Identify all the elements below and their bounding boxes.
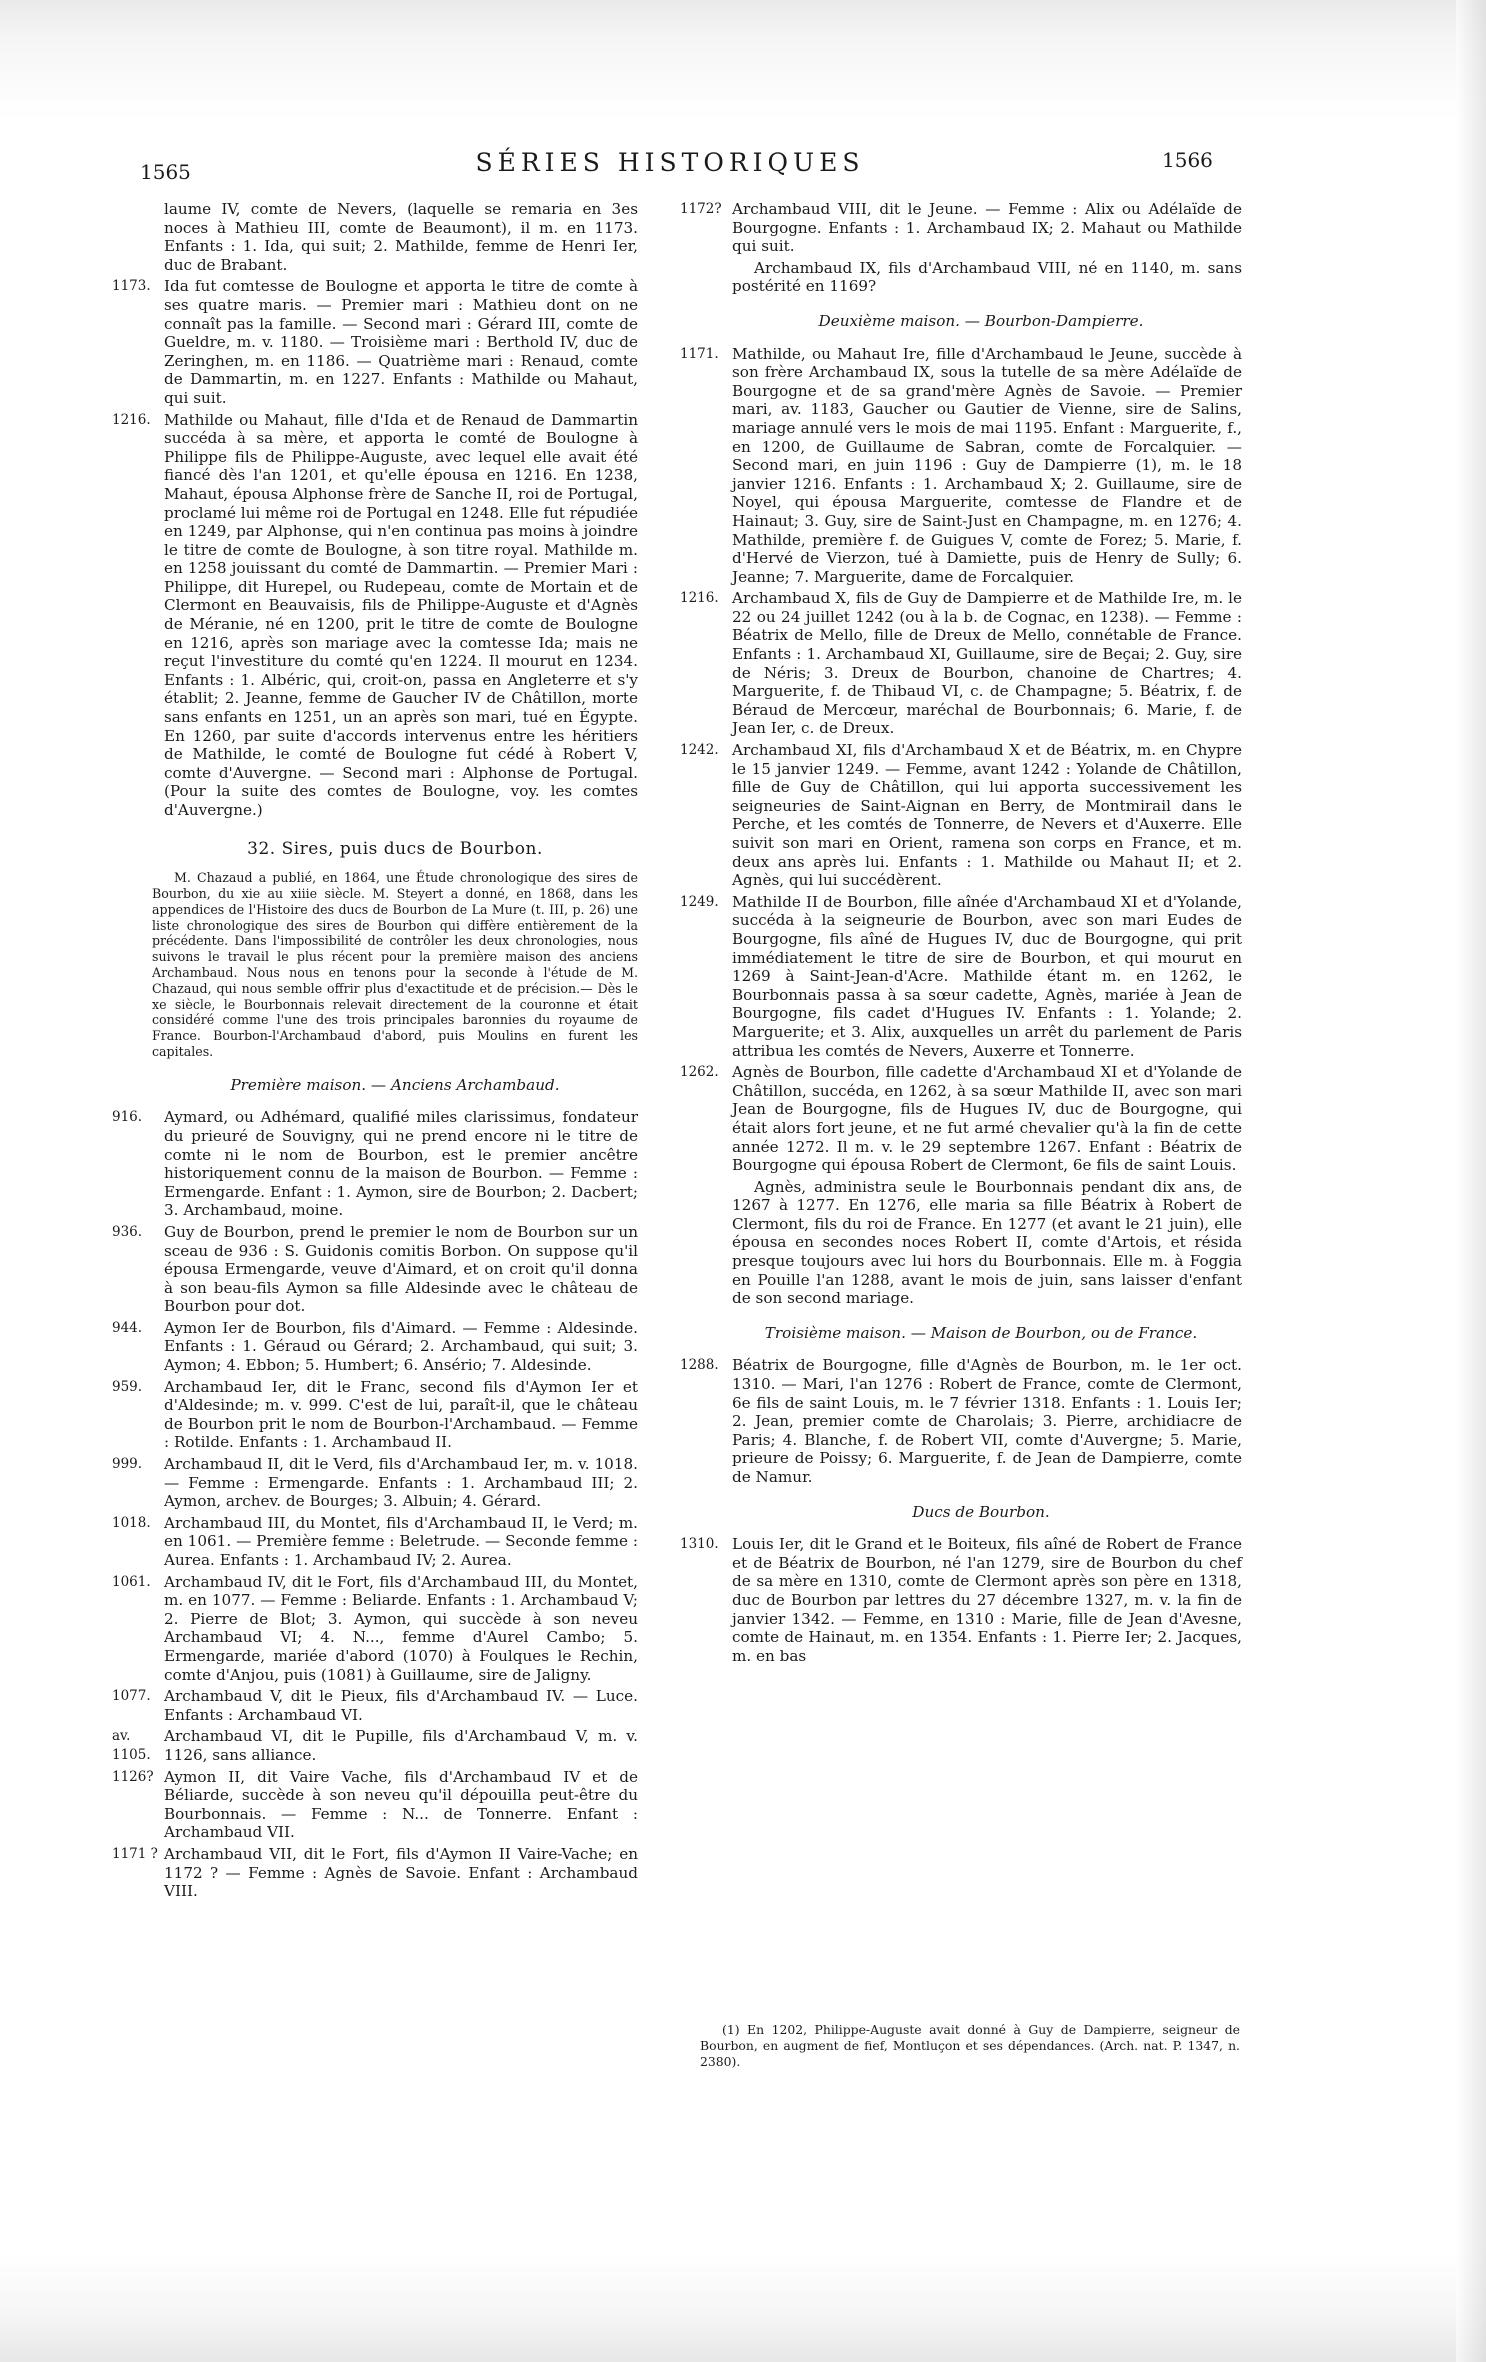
entry — [112, 1514, 638, 1570]
entry — [112, 1455, 638, 1511]
entry-year: 1310. — [680, 1536, 719, 1553]
entry — [680, 589, 1242, 738]
entries-b — [112, 1108, 638, 1900]
chapter-intro: M. Chazaud a publié, en 1864, une Étude chronologique des sires de Bourbon, du xie au xiiie siècle. M. Steyert a donné, en 1868, dans les appendices de l'Histoire des ducs de Bourbon de La Mure (t. III, p. 26) une liste chronologique des sires de Bourbon qui diffère entièrement de la précédente. Dans l'impossibilité de contrôler les deux chronologies, nous suivons le travail le plus récent pour la première maison des anciens Archambaud. Nous nous en tenons pour la seconde à l'étude de M. Chazaud, qui nous semble offrir plus d'exactitude et de précision.— Dès le xe siècle, le Bourbonnais relevait directement de la couronne et était considéré comme l'une des trois principales baronnies du royaume de France. Bourbon-l'Archambaud d'abord, puis Moulins en furent les capitales. — [152, 870, 638, 1059]
entry — [112, 1108, 638, 1220]
right-column — [680, 200, 1242, 1668]
entries-b — [680, 345, 1242, 1175]
page-header — [0, 142, 1486, 188]
entry — [680, 1356, 1242, 1486]
scan-edge-right — [1456, 0, 1486, 2362]
section-heading-3: Troisième maison. — Maison de Bourbon, ou de France. — [764, 1323, 1198, 1342]
scan-noise-bottom — [0, 2252, 1486, 2362]
entry — [112, 1573, 638, 1685]
section-heading-1: Première maison. — Anciens Archambaud. — [230, 1075, 560, 1094]
entry-year: 1262. — [680, 1064, 719, 1081]
entry-year: 1216. — [112, 411, 151, 428]
entry — [680, 741, 1242, 890]
entry-text: Archambaud VIII, dit le Jeune. — Femme : Alix ou Adélaïde de Bourgogne. Enfants : 1. Archambaud IX; 2. Mahaut ou Mathilde qui suit. — [732, 200, 1242, 256]
entries-a — [112, 277, 638, 819]
entry-text: Mathilde, ou Mahaut Ire, fille d'Archambaud le Jeune, succède à son frère Archambaud IX, sous la tutelle de sa mère Adélaïde de Bourgogne et de sa grand'mère Agnès de Savoie. — Premier mari, av. 1183, Gaucher ou Gautier de Vienne, sire de Salins, mariage annulé vers le mois de mai 1195. Enfant : Marguerite, f., en 1200, de Guillaume de Sabran, comte de Forcalquier. — Second mari, en juin 1196 : Guy de Dampierre (1), m. le 18 janvier 1216. Enfants : 1. Archambaud X; 2. Guillaume, sire de Noyel, qui épousa Marguerite, comtesse de Flandre et de Hainaut; 3. Guy, sire de Saint-Just en Champagne, m. en 1276; 4. Mathilde, première f. de Guigues V, comte de Forez; 5. Marie, f. d'Hervé de Vierzon, tué à Damiette, puis de Henry de Sully; 6. Jeanne; 7. Marguerite, dame de Forcalquier. — [732, 344, 1242, 586]
entry-text: Béatrix de Bourgogne, fille d'Agnès de Bourbon, m. le 1er oct. 1310. — Mari, l'an 1276 : Robert de France, comte de Clermont, 6e fils de saint Louis, m. le 7 février 1318. Enfants : 1. Louis Ier; 2. Jean, premier comte de Charolais; 3. Pierre, archidiacre de Paris; 4. Blanche, f. de Robert VII, comte d'Auvergne; 5. Marie, prieure de Poissy; 6. Marguerite, f. de Jean de Dampierre, comte de Namur. — [732, 1356, 1242, 1486]
entry-year: 1061. — [112, 1573, 151, 1590]
entry-text: Agnès de Bourbon, fille cadette d'Archambaud XI et d'Yolande de Châtillon, succéda, en 1262, à sa sœur Mathilde II, avec son mari Jean de Bourgogne, fils de Hugues IV, duc de Bourgogne, qui était alors fort jeune, et ne fut armé chevalier qu'à la fin de cette année 1272. Il m. v. le 29 septembre 1267. Enfant : Béatrix de Bourgogne qui épousa Robert de Clermont, 6e fils de saint Louis. — [732, 1063, 1242, 1175]
section-heading-4: Ducs de Bourbon. — [912, 1502, 1050, 1521]
entry-year: 1171. — [680, 345, 719, 362]
entry-year: 1126? — [112, 1768, 154, 1785]
entry — [112, 411, 638, 820]
entries-d — [680, 1535, 1242, 1665]
entry-year: 1216. — [680, 590, 719, 607]
entry-year: 1288. — [680, 1357, 719, 1374]
entry — [112, 1223, 638, 1316]
entry-year: 916. — [112, 1109, 143, 1126]
entry — [680, 1063, 1242, 1175]
entry-text: Aymon Ier de Bourbon, fils d'Aimard. — Femme : Aldesinde. Enfants : 1. Géraud ou Gérard; 2. Archambaud, qui suit; 3. Aymon; 4. Ebbon; 5. Humbert; 6. Ansério; 7. Aldesinde. — [164, 1318, 638, 1375]
entry-text: Mathilde ou Mahaut, fille d'Ida et de Renaud de Dammartin succéda à sa mère, et apporta le comté de Boulogne à Philippe fils de Philippe-Auguste, avec lequel elle avait été fiancé dès l'an 1201, et qu'elle épousa en 1216. En 1238, Mahaut, épousa Alphonse frère de Sanche II, roi de Portugal, proclamé lui même roi de Portugal en 1248. Elle fut répudiée en 1249, par Alphonse, qui n'en continua pas moins à joindre le titre de comte de Boulogne, à son titre royal. Mathilde m. en 1258 jouissant du comté de Dammartin. — Premier Mari : Philippe, dit Hurepel, ou Rudepeau, comte de Mortain et de Clermont en Beauvaisis, fils de Philippe-Auguste et d'Agnès de Méranie, né en 1200, prit le titre de comte de Boulogne en 1216, après son mariage avec la comtesse Ida; mais ne reçut l'investiture du comté qu'en 1224. Il mourut en 1234. Enfants : 1. Albéric, qui, croit-on, passa en Angleterre et s'y établit; 2. Jeanne, femme de Gaucher IV de Châtillon, morte sans enfants en 1251, un an après son mari, tué en Égypte. En 1260, par suite d'accords intervenus entre les héritiers de Mathilde, le comté de Boulogne fut cédé à Robert V, comte d'Auvergne. — Second mari : Alphonse de Portugal. (Pour la suite des comtes de Boulogne, voy. les comtes d'Auvergne.) — [164, 410, 638, 819]
entry — [680, 1535, 1242, 1665]
continued-entry — [112, 200, 638, 274]
entries-c — [680, 1356, 1242, 1486]
entry-text: Aymon II, dit Vaire Vache, fils d'Archambaud IV et de Béliarde, succède à son neveu qu'il dépouilla peut-être du Bourbonnais. — Femme : N... de Tonnerre. Enfant : Archambaud VII. — [164, 1767, 638, 1842]
entry-year: 1173. — [112, 278, 151, 295]
entry-year: 936. — [112, 1223, 143, 1240]
entry — [680, 345, 1242, 587]
entry-text: Mathilde II de Bourbon, fille aînée d'Archambaud XI et d'Yolande, succéda à la seigneurie de Bourbon, avec son mari Eudes de Bourgogne, fils aîné de Hugues IV, duc de Bourgogne, qui prit immédiatement le titre de sire de Bourbon, et qui mourut en 1269 à Saint-Jean-d'Acre. Mathilde étant m. en 1262, le Bourbonnais passa à sa sœur cadette, Agnès, mariée à Jean de Bourgogne, fils cadet d'Hugues IV. Enfants : 1. Yolande; 2. Marguerite; et 3. Alix, auxquelles un arrêt du parlement de Paris attribua les comtés de Nevers, Auxerre et Tonnerre. — [732, 892, 1242, 1060]
entry — [112, 1768, 638, 1842]
entry-year: av. 1105. — [112, 1728, 151, 1763]
entry-text: Archambaud IV, dit le Fort, fils d'Archambaud III, du Montet, m. en 1077. — Femme : Beliarde. Enfants : 1. Archambaud V; 2. Pierre de Blot; 3. Aymon, qui succède à son neveu Archambaud VI; 4. N..., femme d'Aurel Cambo; 5. Ermengarde, mariée d'abord (1070) à Foulques le Rechin, comte d'Anjou, puis (1081) à Guillaume, sire de Jaligny. — [164, 1572, 638, 1684]
entry-text: Archambaud X, fils de Guy de Dampierre et de Mathilde Ire, m. le 22 ou 24 juillet 1242 (ou à la b. de Cognac, en 1238). — Femme : Béatrix de Mello, fille de Dreux de Mello, connétable de France. Enfants : 1. Archambaud XI, Guillaume, sire de Beçai; 2. Guy, sire de Néris; 3. Dreux de Bourbon, chanoine de Chartres; 4. Marguerite, f. de Thibaud VI, c. de Champagne; 5. Béatrix, f. de Béraud de Mercœur, maréchal de Bourbonnais; 6. Marie, f. de Jean Ier, c. de Dreux. — [732, 589, 1242, 738]
entry — [112, 1727, 638, 1764]
page-number-right: 1566 — [1162, 148, 1213, 172]
running-title: SÉRIES HISTORIQUES — [475, 148, 865, 177]
entry — [112, 277, 638, 407]
page-number-left: 1565 — [140, 160, 191, 184]
entry-text: Aymard, ou Adhémard, qualifié miles clarissimus, fondateur du prieuré de Souvigny, qui ne prend encore ni le titre de comte ni le nom de Bourbon, est le premier ancêtre historiquement connu de la maison de Bourbon. — Femme : Ermengarde. Enfant : 1. Aymon, sire de Bourbon; 2. Dacbert; 3. Archambaud, moine. — [164, 1108, 638, 1220]
section-heading-2: Deuxième maison. — Bourbon-Dampierre. — [818, 311, 1144, 330]
entry-year: 959. — [112, 1378, 143, 1395]
entry-text: Archambaud Ier, dit le Franc, second fils d'Aymon Ier et d'Aldesinde; m. v. 999. C'est de lui, paraît-il, que le château de Bourbon prit le nom de Bourbon-l'Archambaud. — Femme : Rotilde. Enfants : 1. Archambaud II. — [164, 1377, 638, 1452]
entry-text: Archambaud VII, dit le Fort, fils d'Aymon II Vaire-Vache; en 1172 ? — Femme : Agnès de Savoie. Enfant : Archambaud VIII. — [164, 1844, 638, 1901]
entry — [112, 1319, 638, 1375]
entry-text: Archambaud III, du Montet, fils d'Archambaud II, le Verd; m. en 1061. — Première femme : Beletrude. — Seconde femme : Aurea. Enfants : 1. Archambaud IV; 2. Aurea. — [164, 1513, 638, 1569]
entry-text: Archambaud V, dit le Pieux, fils d'Archambaud IV. — Luce. Enfants : Archambaud VI. — [164, 1687, 638, 1724]
entries-a — [680, 200, 1242, 256]
entry — [112, 1378, 638, 1452]
entry-year: 1171 ? — [112, 1845, 158, 1862]
entry-year: 1242. — [680, 742, 719, 759]
entry-year: 1249. — [680, 893, 719, 910]
entry-year: 1077. — [112, 1688, 151, 1705]
entry — [680, 200, 1242, 256]
entry-text: Guy de Bourbon, prend le premier le nom de Bourbon sur un sceau de 936 : S. Guidonis comitis Borbon. On suppose qu'il épousa Ermengarde, veuve d'Aimard, et on croit qu'il donna à son beau-fils Aymon sa fille Aldesinde avec le château de Bourbon pour dot. — [164, 1222, 638, 1316]
entry-text: Ida fut comtesse de Boulogne et apporta le titre de comte à ses quatre maris. — Premier mari : Mathieu dont on ne connaît pas la famille. — Second mari : Gérard III, comte de Gueldre, m. v. 1180. — Troisième mari : Berthold IV, duc de Zeringhen, m. en 1186. — Quatrième mari : Renaud, comte de Dammartin, m. en 1227. Enfants : Mathilde ou Mahaut, qui suit. — [164, 277, 638, 407]
paragraph: Agnès, administra seule le Bourbonnais pendant dix ans, de 1267 à 1277. En 1276, elle maria sa fille Béatrix à Robert de Clermont, fils du roi de France. En 1277 (et avant le 21 juin), elle épousa en secondes noces Robert II, comte d'Artois, et résida presque toujours avec lui hors du Bourbonnais. Elle m. à Foggia en Pouille l'an 1288, avant le mois de juin, sans laisser d'enfant de son second mariage. — [732, 1177, 1242, 1308]
entry — [112, 1845, 638, 1901]
entry-year: 1172? — [680, 201, 722, 217]
entry-text: Archambaud XI, fils d'Archambaud X et de Béatrix, m. en Chypre le 15 janvier 1249. — Femme, avant 1242 : Yolande de Châtillon, fille de Guy de Châtillon, qui lui apporta successivement les seigneuries de Saint-Aignan en Berry, de Montmirail dans le Perche, et les comtés de Tonnerre, de Nevers et d'Auxerre. Elle suivit son mari en Orient, ramena son corps en France, et m. deux ans après lui. Enfants : 1. Mathilde ou Mahaut II; et 2. Agnès, qui lui succédèrent. — [732, 741, 1242, 890]
entry-text: Archambaud VI, dit le Pupille, fils d'Archambaud V, m. v. 1126, sans alliance. — [164, 1727, 638, 1764]
entry-year: 944. — [112, 1319, 143, 1336]
entry-text: Archambaud II, dit le Verd, fils d'Archambaud Ier, m. v. 1018. — Femme : Ermengarde. Enfants : 1. Archambaud III; 2. Aymon, archev. de Bourges; 3. Albuin; 4. Gérard. — [164, 1455, 638, 1511]
entry-year: 999. — [112, 1456, 143, 1473]
entry-year: 1018. — [112, 1514, 151, 1531]
footnote: (1) En 1202, Philippe-Auguste avait donné à Guy de Dampierre, seigneur de Bourbon, en augment de fief, Montluçon et ses dépendances. (Arch. nat. P. 1347, n. 2380). — [700, 2022, 1240, 2069]
entry-text: Louis Ier, dit le Grand et le Boiteux, fils aîné de Robert de France et de Béatrix de Bourbon, né l'an 1279, sire de Bourbon du chef de sa mère en 1310, comte de Clermont après son père en 1318, duc de Bourbon par lettres du 27 décembre 1327, m. v. la fin de janvier 1342. — Femme, en 1310 : Marie, fille de Jean d'Avesne, comte de Hainaut, m. en 1354. Enfants : 1. Pierre Ier; 2. Jacques, m. en bas — [732, 1535, 1242, 1665]
chapter-heading: 32. Sires, puis ducs de Bourbon. — [247, 838, 543, 859]
left-column — [112, 200, 638, 1904]
scan-noise-top — [0, 0, 1486, 120]
paragraph: Archambaud IX, fils d'Archambaud VIII, né en 1140, m. sans postérité en 1169? — [732, 258, 1242, 296]
entry — [112, 1687, 638, 1724]
entry — [680, 893, 1242, 1060]
entry-text: laume IV, comte de Nevers, (laquelle se remaria en 3es noces à Mathieu III, comte de Beaumont), il m. en 1173. Enfants : 1. Ida, qui suit; 2. Mathilde, femme de Henri Ier, duc de Brabant. — [164, 200, 638, 274]
